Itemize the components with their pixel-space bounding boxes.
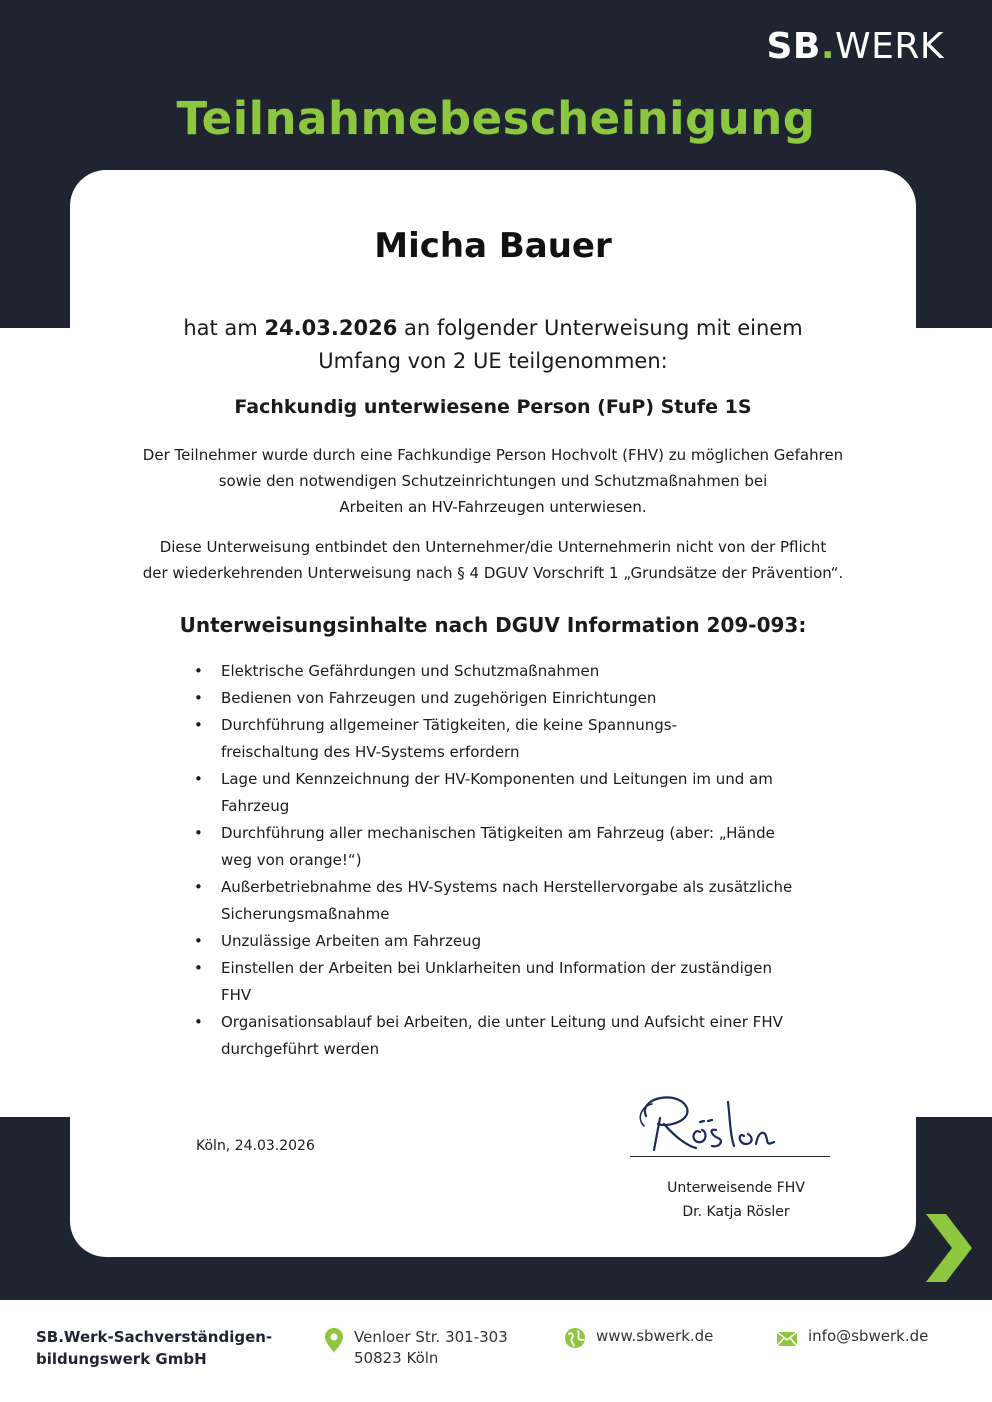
signer-block (616, 1176, 856, 1224)
chevron-right-icon (924, 1214, 974, 1282)
intro-text (70, 312, 916, 378)
list-item: • Elektrische Gefährdungen und Schutzmaßnahmen (194, 662, 600, 680)
certificate-title: Teilnahmebescheinigung (176, 92, 816, 145)
list-item: • Organisationsablauf bei Arbeiten, die unter Leitung und Aufsicht einer FHV durchgeführt werden (194, 1013, 783, 1058)
signer-name: Dr. Katja Rösler (682, 1204, 790, 1220)
globe-icon (564, 1327, 586, 1349)
signature-image (616, 1088, 836, 1160)
list-item: • Einstellen der Arbeiten bei Unklarheiten und Information der zuständigen FHV (194, 959, 773, 1004)
list-item: • Außerbetriebnahme des HV-Systems nach Herstellervorgabe als zusätzliche Sicherungsmaßnahme (194, 878, 793, 923)
footer (0, 1300, 992, 1402)
intro-line-2: Umfang von 2 UE teilgenommen: (318, 349, 668, 373)
intro-line-1: hat am 24.03.2026 an folgender Unterweisung mit einem (183, 316, 803, 340)
list-item: • Durchführung allgemeiner Tätigkeiten, die keine Spannungs- freischaltung des HV-Systems erfordern (194, 716, 677, 761)
list-item: • Lage und Kennzeichnung der HV-Komponenten und Leitungen im und am Fahrzeug (194, 770, 773, 815)
course-title: Fachkundig unterwiesene Person (FuP) Stufe 1S (234, 396, 752, 418)
list-item: • Durchführung aller mechanischen Tätigkeiten am Fahrzeug (aber: „Hände weg von orange!“) (194, 824, 775, 869)
address: Venloer Str. 301-303 50823 Köln (354, 1328, 508, 1367)
signature-line (630, 1156, 830, 1157)
list-item: • Bedienen von Fahrzeugen und zugehörigen Einrichtungen (194, 689, 657, 707)
place-date: Köln, 24.03.2026 (196, 1138, 315, 1154)
sbwerk-logo: SB.WERK (766, 26, 944, 67)
signer-role: Unterweisende FHV (667, 1180, 805, 1196)
contents-heading: Unterweisungsinhalte nach DGUV Information 209-093: (179, 613, 807, 637)
disclaimer-paragraph: Diese Unterweisung entbindet den Unternehmer/die Unternehmerin nicht von der Pflicht der wiederkehrenden Unterweisung nach § 4 DGUV Vorschrift 1 „Grundsätze der Prävention“. (142, 538, 844, 582)
company-name: SB.Werk-Sachverständigen- bildungswerk GmbH (36, 1328, 273, 1368)
location-pin-icon (324, 1327, 344, 1353)
training-date: 24.03.2026 (264, 316, 398, 340)
mail-icon (776, 1330, 798, 1348)
website-link[interactable]: www.sbwerk.de (596, 1327, 714, 1345)
list-item: • Unzulässige Arbeiten am Fahrzeug (194, 932, 482, 950)
email-link[interactable]: info@sbwerk.de (808, 1327, 929, 1345)
contents-list (191, 658, 851, 1063)
participant-name: Micha Bauer (374, 226, 612, 266)
description-paragraph: Der Teilnehmer wurde durch eine Fachkundige Person Hochvolt (FHV) zu möglichen Gefahren sowie den notwendigen Schutzeinrichtungen und Schutzmaßnahmen bei Arbeiten an HV-Fahrzeugen unterwiesen. (142, 446, 844, 516)
certificate-card (70, 170, 916, 1257)
